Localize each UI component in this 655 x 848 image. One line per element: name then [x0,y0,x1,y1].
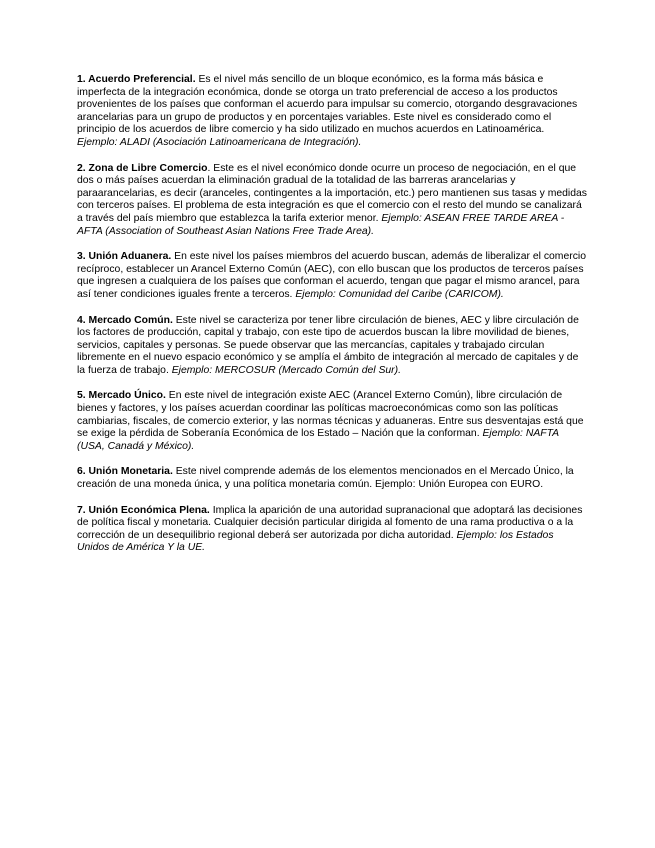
paragraph-example: Ejemplo: Comunidad del Caribe (CARICOM). [295,288,504,300]
paragraph-body: En este nivel de integración existe AEC (Arancel Externo Común), libre circulación de bienes y factores, y los países acuerdan coordinar las políticas macroeconómicas como son las políticas cambiarias, fiscales, de comercio exterior, y las normas técnicas y aduaneras. Entre sus desventajas está que se exige la pérdida de Soberanía Económica de los Estado – Nación que la conforman. [77,390,584,440]
paragraph-title: 4. Mercado Común. [77,314,173,326]
paragraph-body: Implica la aparición de una autoridad supranacional que adoptará las decisiones de política fiscal y monetaria. Cualquier decisión particular dirigida al fomento de una rama productiva o a la corrección de un desequilibrio regional deberá ser autorizada por dicha autoridad. [77,504,583,541]
paragraph-mercado-unico [77,390,587,453]
paragraph-body: Este nivel se caracteriza por tener libre circulación de bienes, AEC y libre circulación de los factores de producción, capital y trabajo, con este tipo de acuerdos buscan la libre movilidad de bienes, servicios, capitales y personas. Se puede observar que las mercancías, capitales y trabajado circulan libremente en el nuevo espacio económico y se amplía el ámbito de integración al mercado de capitales y de la fuerza de trabajo. [77,314,579,376]
paragraph-example: Ejemplo: los Estados Unidos de América Y la UE. [77,529,554,554]
paragraph-union-economica-plena [77,505,587,555]
paragraph-union-aduanera [77,251,587,301]
paragraph-body: En este nivel los países miembros del acuerdo buscan, además de liberalizar el comercio recíproco, establecer un Arancel Externo Común (AEC), con ello buscan que los productos de terceros países que ingresen a cualquiera de los países que conforman el acuerdo, tengan que pagar el mismo arancel, para así tener condiciones iguales frente a terceros. [77,251,586,300]
paragraph-title: 5. Mercado Único. [77,390,166,402]
paragraph-example: Ejemplo: NAFTA (USA, Canadá y México). [77,428,559,452]
paragraph-union-monetaria [77,466,587,491]
paragraph-mercado-comun [77,315,587,378]
paragraph-body: Este nivel comprende además de los elementos mencionados en el Mercado Único, la creación de una moneda única, y una política monetaria común. Ejemplo: Unión Europea con EURO. [77,466,574,491]
paragraph-body: Es el nivel más sencillo de un bloque económico, es la forma más básica e imperfecta de la integración económica, donde se otorga un trato preferencial de acceso a los productos provenientes de los países que conforman el acuerdo para impulsar su comercio, otorgando desgravaciones arancelarias para un grupo de productos y en porcentajes variables. Este nivel es considerado como el principio de los acuerdos de libre comercio y ha sido utilizado en muchos acuerdos en Latinoamérica. [77,74,578,136]
document-page [77,74,587,568]
paragraph-zona-libre-comercio [77,163,587,239]
paragraph-title: 7. Unión Económica Plena. [77,504,210,516]
paragraph-title: 3. Unión Aduanera. [77,251,172,263]
paragraph-example: Ejemplo: MERCOSUR (Mercado Común del Sur). [171,364,401,376]
paragraph-title: 1. Acuerdo Preferencial. [77,74,196,85]
paragraph-title: 6. Unión Monetaria. [77,466,173,478]
paragraph-example: Ejemplo: ALADI (Asociación Latinoamericana de Integración). [77,136,362,148]
paragraph-acuerdo-preferencial [77,74,587,150]
paragraph-title: 2. Zona de Libre Comercio [77,162,208,174]
paragraph-body: . Este es el nivel económico donde ocurre un proceso de negociación, en el que dos o más países acuerdan la eliminación gradual de la totalidad de las barreras arancelarias y paraarancelarias, es decir (aranceles, contingentes a la importación, etc.) pero mantienen sus tasas y medidas con terceros países. El problema de esta integración es que el comercio con el resto del mundo se canalizará a través del país miembro que establezca la tarifa exterior menor. [77,162,587,224]
paragraph-example: Ejemplo: ASEAN FREE TARDE AREA -AFTA (Association of Southeast Asian Nations Free Trade Area). [77,212,565,237]
